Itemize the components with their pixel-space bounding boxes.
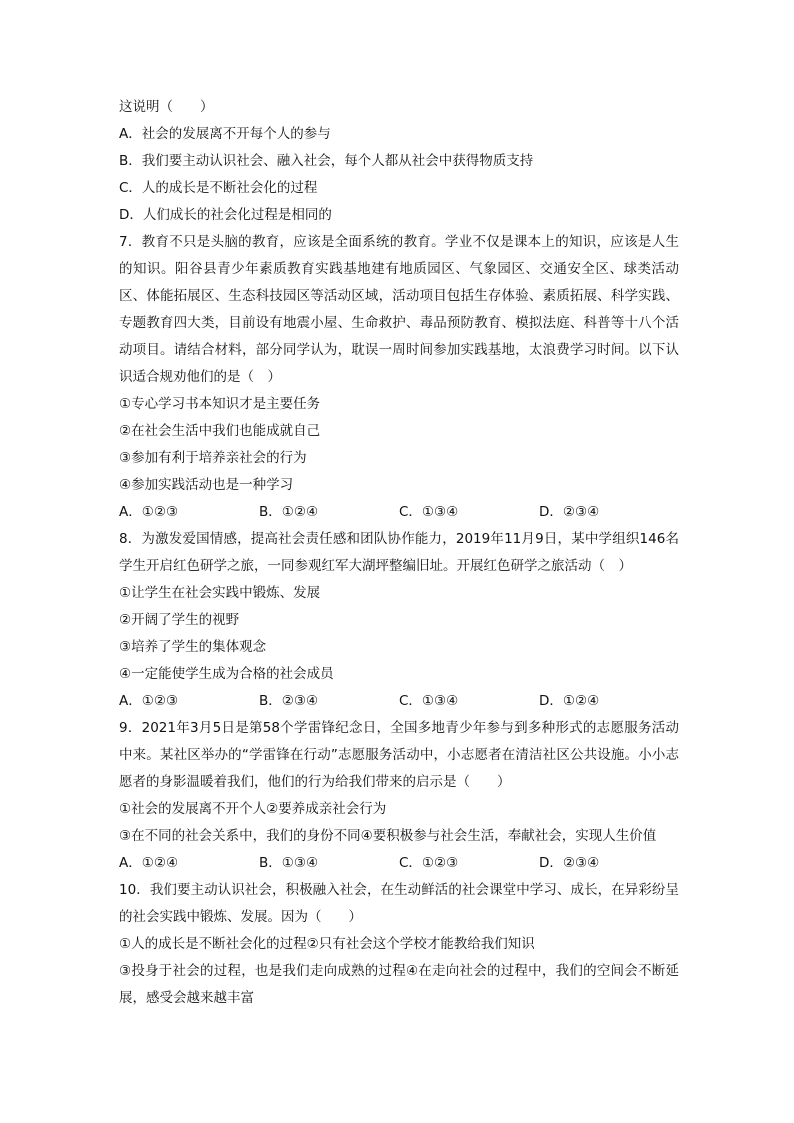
q8-choice-c: C．①③④ <box>399 693 459 709</box>
q9-choices <box>119 850 679 877</box>
q8-statement-2: ②开阔了学生的视野 <box>119 612 240 628</box>
q9-stem: 9．2021年3月5日是第58个学雷锋纪念日，全国多地青少年参与到多种形式的志愿服务活动中来。某社区举办的“学雷锋在行动”志愿服务活动中，小志愿者在清洁社区公共设施。小小志愿者的身影温暖着我们，他们的行为给我们带来的启示是（ ） <box>119 720 679 790</box>
q9-choice-b: B．①③④ <box>259 855 319 871</box>
q10-statement-1-2: ①人的成长是不断社会化的过程②只有社会这个学校才能教给我们知识 <box>119 936 535 952</box>
q7-choice-d: D．②③④ <box>539 504 600 520</box>
q7-choice-c: C．①③④ <box>399 504 459 520</box>
q6-option-a: A．社会的发展离不开每个人的参与 <box>119 126 331 142</box>
q8-choice-d: D．①②④ <box>539 693 600 709</box>
q10-statement-3-4: ③投身于社会的过程，也是我们走向成熟的过程④在走向社会的过程中，我们的空间会不断延展，感受会越来越丰富 <box>119 963 679 1006</box>
q6-option-c: C．人的成长是不断社会化的过程 <box>119 180 318 196</box>
q8-choices <box>119 688 679 715</box>
q9-choice-c: C．①②③ <box>399 855 459 871</box>
q8-stem: 8．为激发爱国情感，提高社会责任感和团队协作能力，2019年11月9日，某中学组织146名学生开启红色研学之旅，一同参观红军大湖坪整编旧址。开展红色研学之旅活动（ ） <box>119 531 679 574</box>
q6-option-d: D．人们成长的社会化过程是相同的 <box>119 207 332 223</box>
q6-stem: 这说明（ ） <box>119 99 214 115</box>
q8-statement-4: ④一定能使学生成为合格的社会成员 <box>119 666 334 682</box>
q7-stem: 7．教育不只是头脑的教育，应该是全面系统的教育。学业不仅是课本上的知识，应该是人生的知识。阳谷县青少年素质教育实践基地建有地质园区、气象园区、交通安全区、球类活动区、体能拓展区、生态科技园区等活动区域，活动项目包括生存体验、素质拓展、科学实践、专题教育四大类，目前设有地震小屋、生命救护、毒品预防教育、模拟法庭、科普等十八个活动项目。请结合材料，部分同学认为，耽误一周时间参加实践基地，太浪费学习时间。以下认识适合规劝他们的是（ ） <box>119 234 679 385</box>
q7-choice-b: B．①②④ <box>259 504 319 520</box>
q7-choices <box>119 499 679 526</box>
q9-statement-1-2: ①社会的发展离不开个人②要养成亲社会行为 <box>119 801 387 817</box>
q7-statement-3: ③参加有利于培养亲社会的行为 <box>119 450 307 466</box>
q8-choice-a: A．①②③ <box>119 693 179 709</box>
q8-statement-1: ①让学生在社会实践中锻炼、发展 <box>119 585 321 601</box>
q10-stem: 10．我们要主动认识社会，积极融入社会，在生动鲜活的社会课堂中学习、成长，在异彩纷呈的社会实践中锻炼、发展。因为（ ） <box>119 882 679 925</box>
q8-choice-b: B．②③④ <box>259 693 319 709</box>
q9-choice-a: A．①②④ <box>119 855 179 871</box>
q9-statement-3-4: ③在不同的社会关系中，我们的身份不同④要积极参与社会生活，奉献社会，实现人生价值 <box>119 828 657 844</box>
q6-option-b: B．我们要主动认识社会、融入社会，每个人都从社会中获得物质支持 <box>119 153 534 169</box>
q7-choice-a: A．①②③ <box>119 504 179 520</box>
q7-statement-4: ④参加实践活动也是一种学习 <box>119 477 294 493</box>
question-content <box>119 94 679 1012</box>
q8-statement-3: ③培养了学生的集体观念 <box>119 639 267 655</box>
q7-statement-2: ②在社会生活中我们也能成就自己 <box>119 423 321 439</box>
q7-statement-1: ①专心学习书本知识才是主要任务 <box>119 396 321 412</box>
q9-choice-d: D．②③④ <box>539 855 600 871</box>
